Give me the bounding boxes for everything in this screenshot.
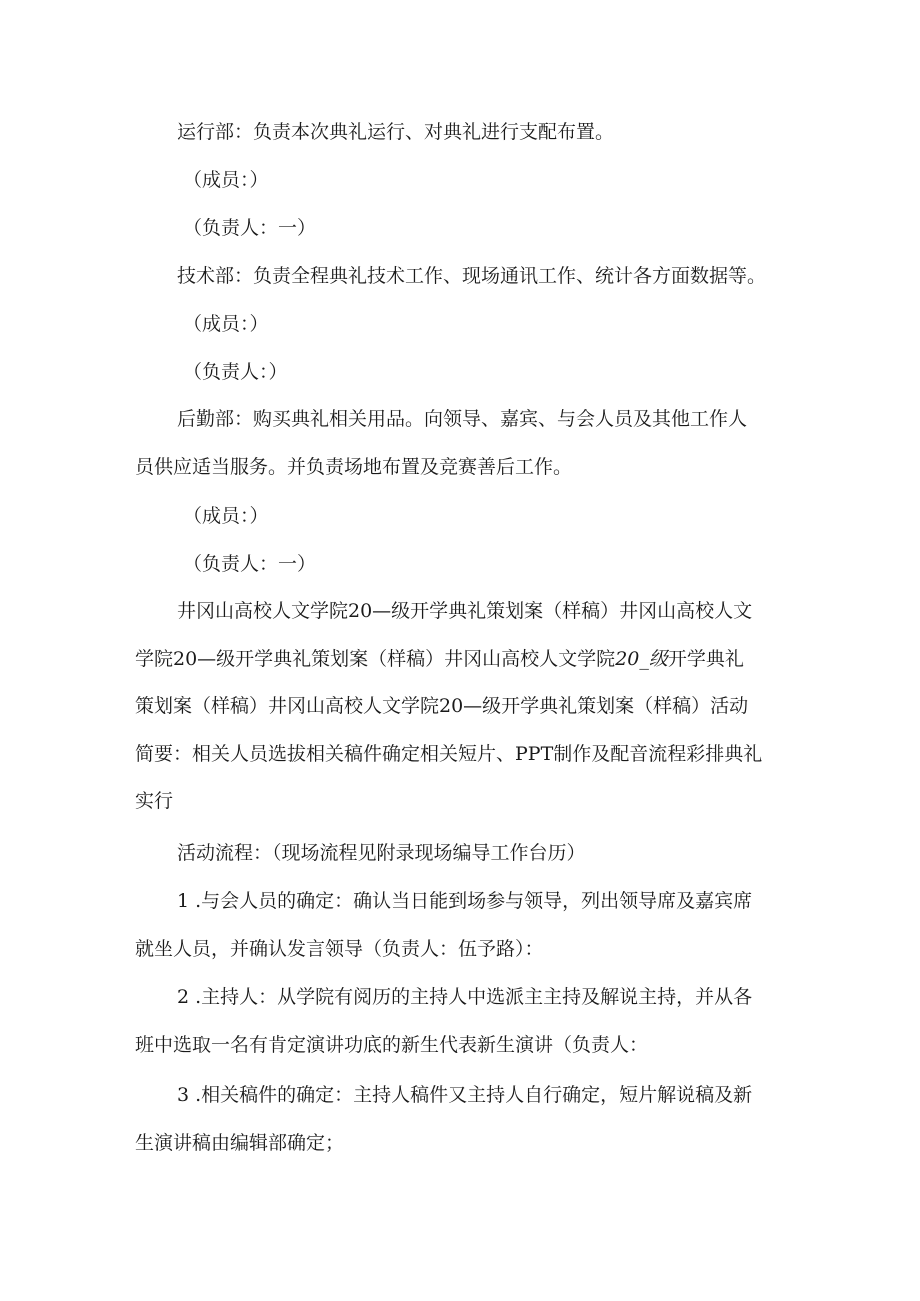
text-line: 3 .相关稿件的确定：主持人稿件又主持人自行确定，短片解说稿及新 bbox=[177, 1084, 753, 1106]
text-line: 活动流程：（现场流程见附录现场编导工作台历） bbox=[177, 842, 586, 864]
text-line: 简要：相关人员选拔相关稿件确定相关短片、PPT制作及配音流程彩排典礼 bbox=[135, 742, 763, 765]
italic-text-segment: 20_级 bbox=[615, 647, 668, 670]
paragraph-person-in-charge bbox=[135, 541, 795, 589]
text-line: 2 .主持人：从学院有阅历的主持人中选派主主持及解说主持，并从各 bbox=[177, 986, 753, 1008]
text-line: 员供应适当服务。并负责场地布置及竞赛善后工作。 bbox=[135, 455, 573, 478]
text-segment: 开学典礼 bbox=[667, 647, 744, 670]
text-line bbox=[135, 636, 795, 684]
text-line: （成员：） bbox=[183, 505, 269, 527]
text-segment: 学院20—级开学典礼策划案（样稿）井冈山高校人文学院 bbox=[135, 647, 616, 670]
paragraph-plan-summary bbox=[135, 588, 795, 826]
paragraph-person-in-charge bbox=[135, 349, 795, 397]
text-line: 生演讲稿由编辑部确定； bbox=[135, 1131, 345, 1154]
paragraph-members bbox=[135, 157, 795, 205]
paragraph-person-in-charge bbox=[135, 205, 795, 253]
paragraph-members bbox=[135, 301, 795, 349]
text-line: （负责人：一） bbox=[183, 217, 317, 239]
paragraph-members bbox=[135, 493, 795, 541]
text-line: 1 .与会人员的确定：确认当日能到场参与领导，列出领导席及嘉宾席 bbox=[177, 890, 753, 912]
paragraph-item-1 bbox=[135, 878, 795, 973]
text-line: （成员：） bbox=[183, 169, 269, 191]
text-line: 井冈山高校人文学院20—级开学典礼策划案（样稿）井冈山高校人文 bbox=[177, 600, 753, 622]
text-line: 班中选取一名有肯定演讲功底的新生代表新生演讲（负责人： bbox=[135, 1033, 649, 1056]
paragraph-activity-flow bbox=[135, 830, 795, 878]
text-line: 实行 bbox=[135, 790, 174, 812]
paragraph-item-2 bbox=[135, 974, 795, 1069]
paragraph-operations-dept bbox=[135, 109, 795, 157]
text-line: （成员：） bbox=[183, 313, 269, 335]
text-line: 运行部：负责本次典礼运行、对典礼进行支配布置。 bbox=[177, 121, 615, 143]
text-line: 就坐人员，并确认发言领导（负责人：伍予路）： bbox=[135, 937, 544, 960]
text-line: （负责人：一） bbox=[183, 553, 317, 575]
text-line: 策划案（样稿）井冈山高校人文学院20—级开学典礼策划案（样稿）活动 bbox=[135, 695, 749, 717]
paragraph-item-3 bbox=[135, 1072, 795, 1167]
text-line: 后勤部：购买典礼相关用品。向领导、嘉宾、与会人员及其他工作人 bbox=[177, 408, 748, 430]
text-line: 技术部：负责全程典礼技术工作、现场通讯工作、统计各方面数据等。 bbox=[177, 265, 767, 287]
paragraph-tech-dept bbox=[135, 253, 795, 301]
text-line: （负责人：） bbox=[183, 361, 288, 383]
paragraph-logistics-dept bbox=[135, 396, 795, 491]
